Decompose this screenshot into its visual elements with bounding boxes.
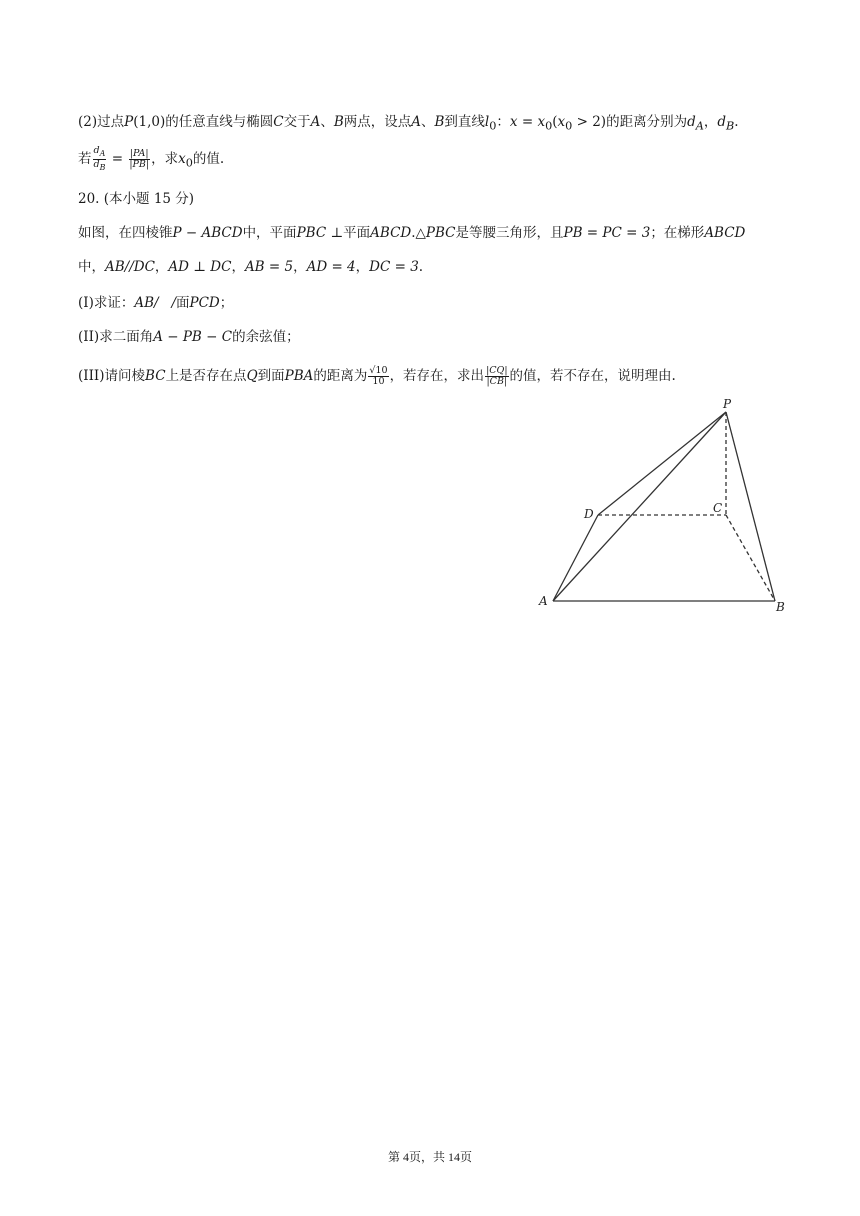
fraction-sqrt10-10: $\frac{√10}{10}$ (369, 365, 388, 387)
q20-line1: 如图，在四棱锥P − ABCD中，平面PBC ⊥平面ABCD.△PBC是等腰三角形，且PB = PC = 3；在梯形ABCD (78, 225, 746, 241)
label-C: C (713, 501, 723, 515)
edge-AD (553, 515, 598, 601)
fraction-CQ-CB: $\frac{|CQ|}{|CB|}$ (486, 365, 508, 387)
label-D: D (584, 507, 594, 521)
q20-part2: (II)求二面角A − PB − C的余弦值； (78, 329, 300, 345)
page-footer: 第 4页，共 14页 (387, 1150, 472, 1164)
edge-CB-hidden (726, 515, 775, 601)
label-P: P (723, 397, 732, 411)
edge-PB (726, 412, 775, 601)
fraction-PA-PB: $\frac{|PA|}{|PB|}$ (129, 147, 150, 170)
fraction-dA-dB: $\frac{d_A}{d_B}$ (93, 145, 106, 172)
q19-part2-line1: (2)过点P(1,0)的任意直线与椭圆C交于A、B两点，设点A、B到直线$l_0$：$x = x_0(x_0 > 2)$的距离分别为$d_A$，$d_B$. (78, 114, 739, 133)
label-A: A (539, 594, 548, 608)
pyramid-figure (530, 392, 800, 622)
q20-part1: (I)求证：AB/ /面PCD； (78, 295, 234, 311)
label-B: B (776, 600, 785, 614)
q20-header: 20. (本小题 15 分) (78, 191, 195, 207)
edge-DP (598, 412, 726, 515)
q19-part2-line2: 若 $\frac{d_A}{d_B}$ = $\frac{|PA|}{|PB|}$ ，求$x_0$的值. (78, 145, 225, 172)
q20-line2: 中，AB//DC，AD ⊥ DC，AB = 5，AD = 4，DC = 3. (78, 259, 424, 275)
edge-AP (553, 412, 726, 601)
q20-part3: (III)请问棱BC上是否存在点Q到面PBA的距离为 $\frac{√10}{10}$ ，若存在，求出 $\frac{|CQ|}{|CB|}$ 的值，若不存在，说明理由. (78, 365, 676, 387)
